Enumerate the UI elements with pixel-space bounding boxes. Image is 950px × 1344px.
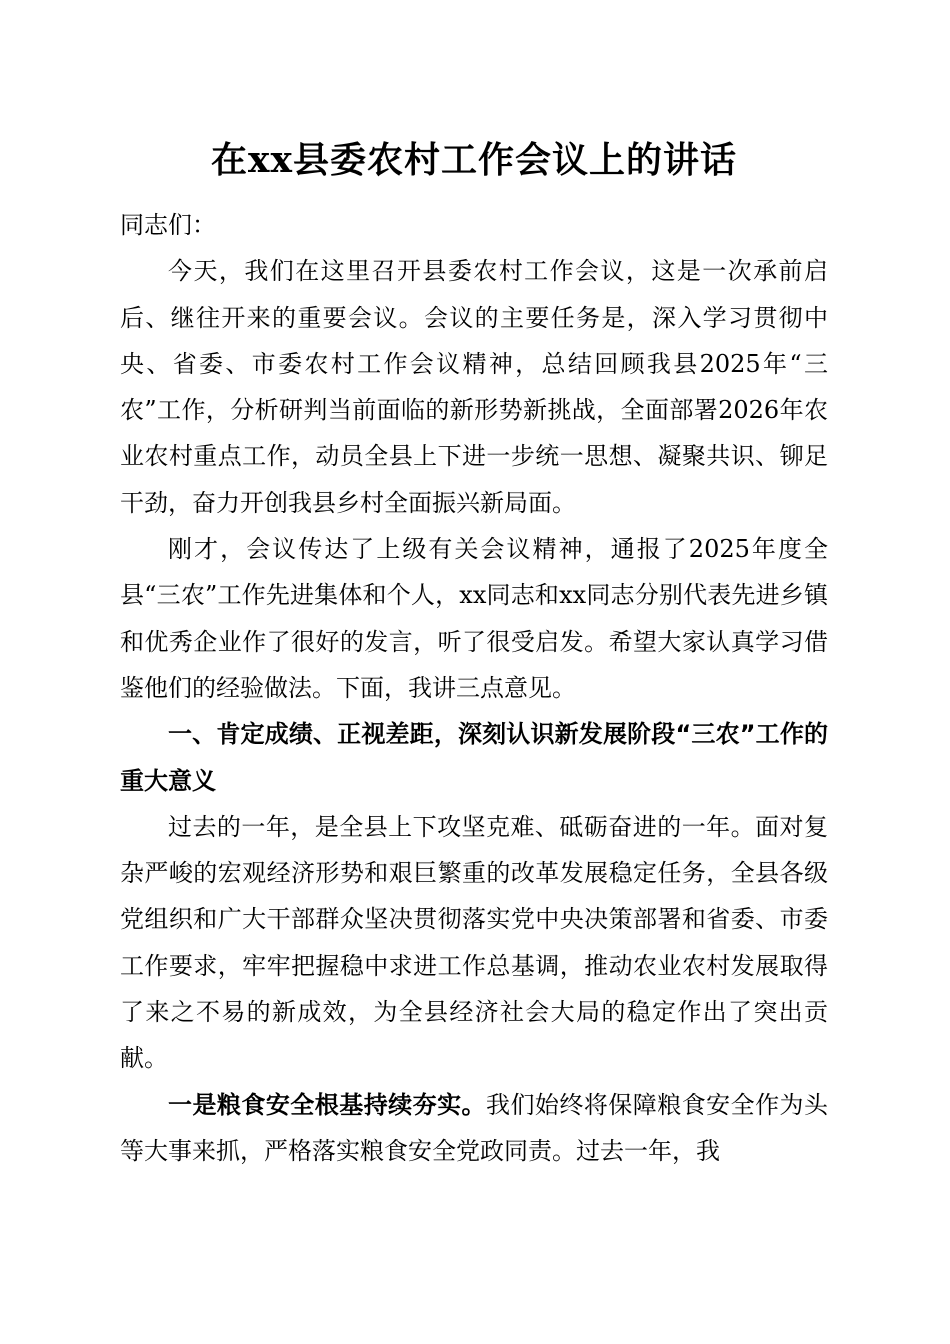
section-heading: 一、肯定成绩、正视差距，深刻认识新发展阶段“三农”工作的重大意义 xyxy=(120,720,828,795)
point-text: 我们始终将保障粮食安全作为头等大事来抓，严格落实粮食安全党政同责。过去一年，我 xyxy=(120,1090,828,1165)
paragraph-point-one xyxy=(120,1082,828,1175)
paragraph-opening: 今天，我们在这里召开县委农村工作会议，这是一次承前启后、继往开来的重要会议。会议的主要任务是，深入学习贯彻中央、省委、市委农村工作会议精神，总结回顾我县2025年“三农”工作，分析研判当前面临的新形势新挑战，全面部署2026年农业农村重点工作，动员全县上下进一步统一思想、凝聚共识、铆足干劲，奋力开创我县乡村全面振兴新局面。 xyxy=(120,257,828,517)
salutation: 同志们： xyxy=(120,211,216,239)
document-title: 在xx县委农村工作会议上的讲话 xyxy=(211,139,737,181)
paragraph-section-intro: 过去的一年，是全县上下攻坚克难、砥砺奋进的一年。面对复杂严峻的宏观经济形势和艰巨繁重的改革发展稳定任务，全县各级党组织和广大干部群众坚决贯彻落实党中央决策部署和省委、市委工作要求，牢牢把握稳中求进工作总基调，推动农业农村发展取得了来之不易的新成效，为全县经济社会大局的稳定作出了突出贡献。 xyxy=(120,812,828,1073)
paragraph-review: 刚才，会议传达了上级有关会议精神，通报了2025年度全县“三农”工作先进集体和个人，xx同志和xx同志分别代表先进乡镇和优秀企业作了很好的发言，听了很受启发。希望大家认真学习借鉴他们的经验做法。下面，我讲三点意见。 xyxy=(120,535,828,702)
document-body xyxy=(120,202,828,1174)
point-lead: 一是粮食安全根基持续夯实。 xyxy=(168,1089,486,1119)
